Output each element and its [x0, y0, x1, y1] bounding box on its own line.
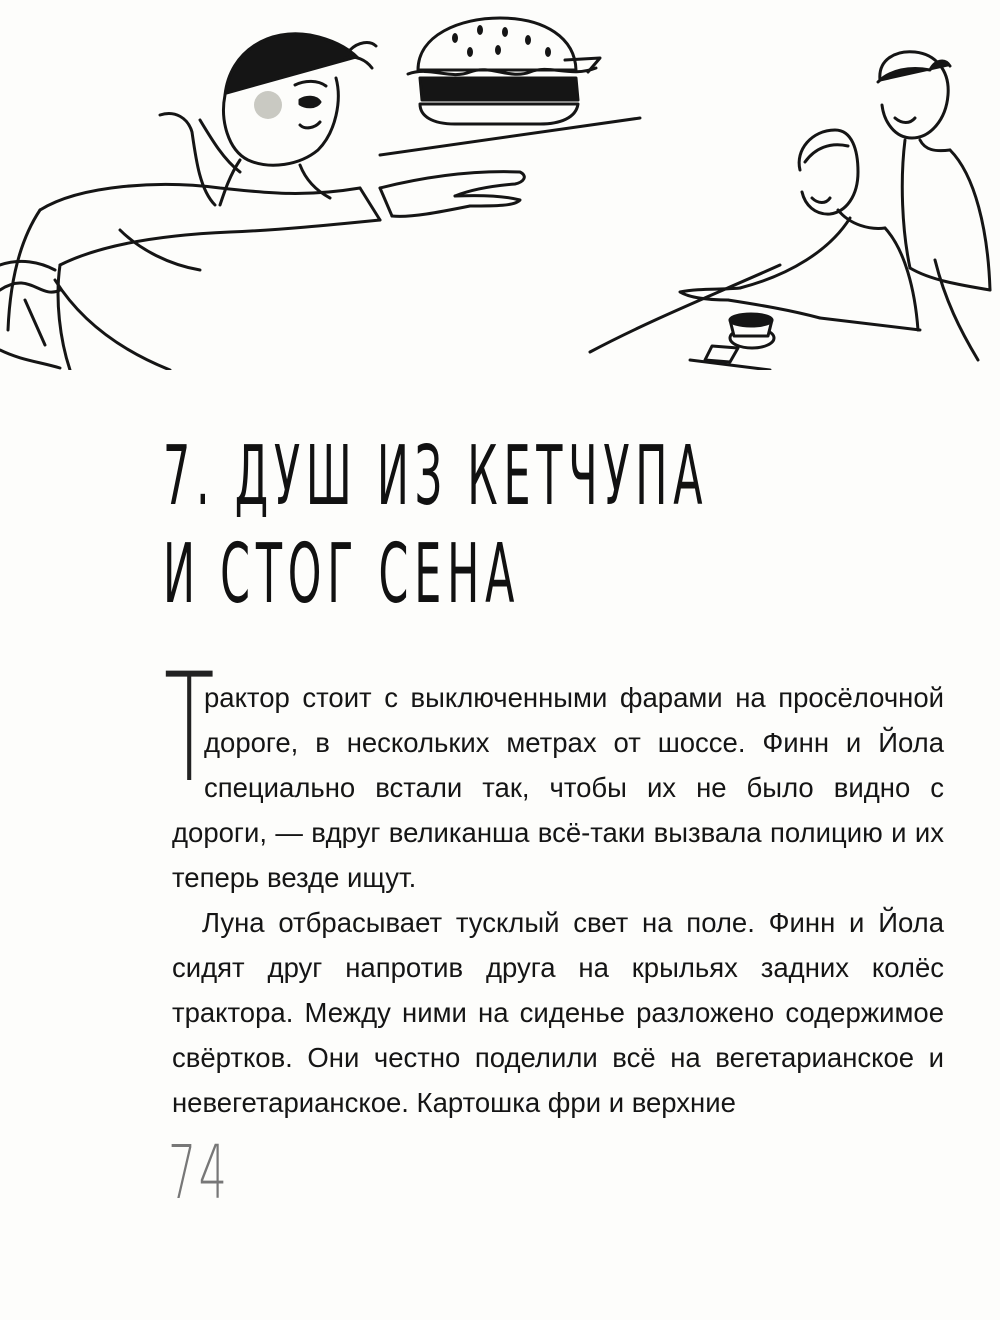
cheek-shade: [254, 91, 282, 119]
page-number: 74: [168, 1130, 230, 1216]
chapter-title-line-1: 7. ДУШ ИЗ КЕТЧУПА: [163, 429, 709, 524]
coffee-cup-icon: [705, 314, 774, 362]
drop-cap: Т: [164, 642, 215, 816]
seated-man-figure: [680, 130, 920, 330]
paragraph-2: Луна отбрасывает тусклый свет на поле. Финн и Йола сидят друг напротив друга на крыльях задних колёс трактора. Между ними на сиденье разложено содержимое свёртков. Они честно поделили всё на вегетарианское и невегетарианское. Картошка фри и верхние: [172, 907, 944, 1118]
header-illustration: [0, 0, 1000, 370]
body-text: [164, 642, 944, 1125]
standing-woman-figure: [878, 52, 990, 360]
diner-scene-illustration: [0, 0, 1000, 370]
chapter-title: [163, 428, 709, 624]
chapter-title-line-2: И СТОГ СЕНА: [163, 527, 521, 622]
burger-icon: [408, 18, 600, 124]
paragraph-1: [164, 642, 944, 900]
paragraph-1-text: рактор стоит с выключенными фарами на просёлочной дороге, в нескольких метрах от шоссе. Финн и Йола специально встали так, чтобы их не было видно с дороги, — вдруг великанша всё-таки вызвала полицию и их теперь везде ищут.: [172, 682, 944, 893]
